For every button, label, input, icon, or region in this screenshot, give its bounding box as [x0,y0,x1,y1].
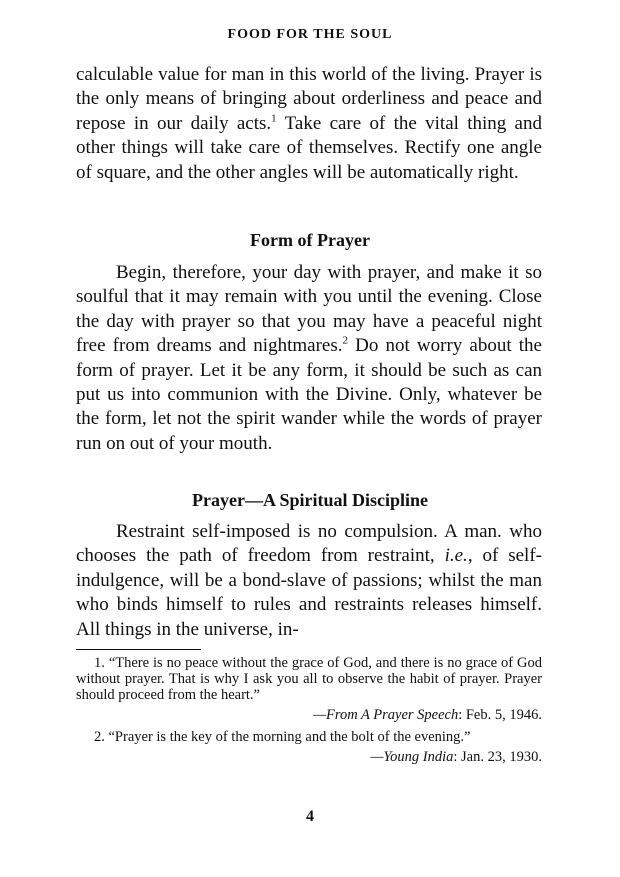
footnote-ref-1: 1 [271,112,277,125]
paragraph-2-text-b: Do not worry about the form of prayer. Let it be any form, it should be such as can put us into communion with the Divine. Only, whatever be the form, let not the spirit wander while the words of prayer run on out of your mouth. [76,335,542,454]
paragraph-1-text-a: calculable value for man in this world of the living. Prayer is the only means of bringing about orderliness and peace and repose in our daily acts. [76,64,542,134]
paragraph-3-text-b: , of self-indulgence, will be a bond-slave of passions; whilst the man who binds himself to rules and restraints releases himself. All things in the universe, in- [76,545,542,640]
footnote-1: 1. “There is no peace without the grace of God, and there is no grace of God without prayer. That is why I ask you all to observe the habit of prayer. Prayer should proceed from the heart.” [76,655,542,703]
page-number: 4 [306,808,314,825]
footnote-ref-2: 2 [342,334,348,347]
section-heading-spiritual-discipline: Prayer—A Spiritual Discipline [192,490,428,510]
footnote-2-source [76,749,542,765]
paragraph-2 [76,261,542,456]
paragraph-3-text-a: Restraint self-imposed is no compulsion. A man. who chooses the path of freedom from restraint, [76,521,542,567]
paragraph-3-ie: i.e. [444,545,468,567]
section-heading-form-of-prayer: Form of Prayer [250,230,370,250]
running-head: FOOD FOR THE SOUL [227,27,393,42]
paragraph-3 [76,520,542,642]
footnote-2-source-date: : Jan. 23, 1930. [453,749,542,765]
footnote-2: 2. “Prayer is the key of the morning and the bolt of the evening.” [94,729,471,745]
footnote-2-source-title: —Young India [370,749,454,765]
footnote-1-source-title: —From A Prayer Speech [313,707,459,723]
footnote-separator [76,649,201,650]
footnote-1-source [76,707,542,723]
footnote-1-source-date: : Feb. 5, 1946. [458,707,542,723]
footnotes [76,655,542,771]
paragraph-2-text-a: Begin, therefore, your day with prayer, and make it so soulful that it may remain with you until the evening. Close the day with prayer so that you may have a peaceful night free from dreams and nightmares. [76,262,542,357]
paragraph-1 [76,63,542,185]
paragraph-1-text-b: Take care of the vital thing and other things will take care of themselves. Rectify one angle of square, and the other angles will be automatically right. [76,112,542,183]
